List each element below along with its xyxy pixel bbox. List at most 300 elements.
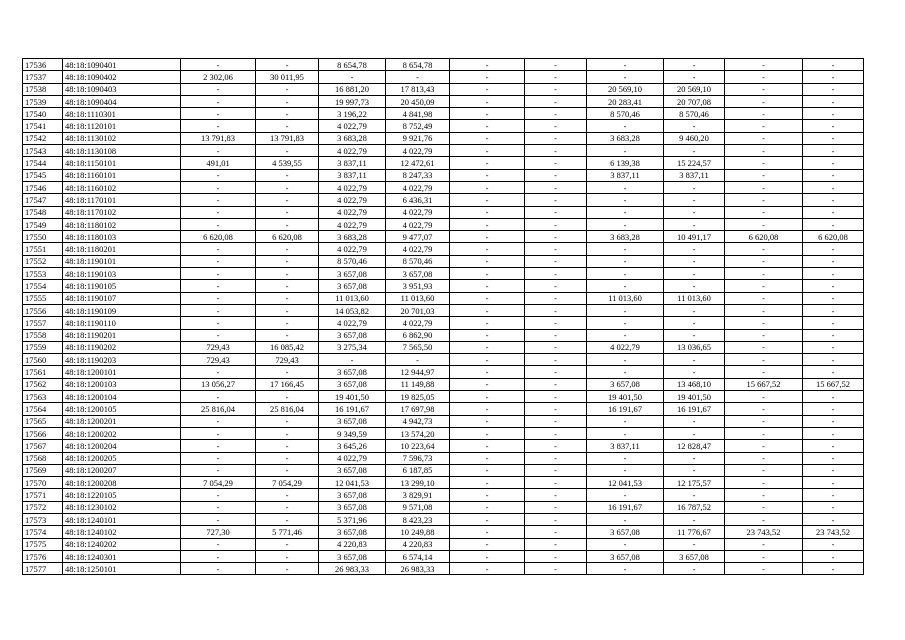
- value-cell: -: [525, 317, 587, 329]
- cadastral-number-cell: 48:18:1200103: [63, 378, 181, 390]
- cadastral-number-cell: 48:18:1170101: [63, 194, 181, 206]
- value-cell: 26 983,33: [319, 563, 386, 575]
- value-cell: -: [725, 218, 803, 230]
- value-cell: -: [664, 317, 725, 329]
- value-cell: 20 569,10: [587, 83, 664, 95]
- value-cell: -: [803, 83, 864, 95]
- value-cell: -: [725, 108, 803, 120]
- table-row: [23, 550, 864, 562]
- table-row: [23, 415, 864, 427]
- value-cell: -: [525, 255, 587, 267]
- value-cell: 4 220,83: [319, 538, 386, 550]
- row-number-cell: 17549: [23, 218, 63, 230]
- table-row: [23, 59, 864, 71]
- value-cell: 16 191,67: [587, 403, 664, 415]
- value-cell: -: [587, 354, 664, 366]
- value-cell: 4 022,79: [319, 194, 386, 206]
- value-cell: -: [725, 341, 803, 353]
- value-cell: -: [256, 120, 319, 132]
- table-row: [23, 132, 864, 144]
- value-cell: -: [664, 366, 725, 378]
- cadastral-number-cell: 48:18:1200207: [63, 464, 181, 476]
- value-cell: 8 654,78: [319, 59, 386, 71]
- row-number-cell: 17557: [23, 317, 63, 329]
- value-cell: 727,30: [181, 526, 256, 538]
- value-cell: -: [450, 464, 525, 476]
- row-number-cell: 17554: [23, 280, 63, 292]
- value-cell: 3 657,08: [319, 501, 386, 513]
- cadastral-number-cell: 48:18:1220105: [63, 489, 181, 501]
- value-cell: -: [319, 71, 386, 83]
- value-cell: 12 828,47: [664, 440, 725, 452]
- value-cell: -: [181, 292, 256, 304]
- value-cell: -: [664, 280, 725, 292]
- value-cell: 4 022,79: [319, 317, 386, 329]
- value-cell: -: [450, 366, 525, 378]
- value-cell: -: [181, 59, 256, 71]
- value-cell: -: [525, 71, 587, 83]
- value-cell: -: [725, 169, 803, 181]
- value-cell: -: [450, 243, 525, 255]
- value-cell: -: [664, 304, 725, 316]
- row-number-cell: 17552: [23, 255, 63, 267]
- row-number-cell: 17576: [23, 550, 63, 562]
- table-row: [23, 403, 864, 415]
- value-cell: 13 574,20: [386, 427, 450, 439]
- value-cell: -: [256, 391, 319, 403]
- value-cell: -: [181, 181, 256, 193]
- cadastral-number-cell: 48:18:1190101: [63, 255, 181, 267]
- value-cell: -: [803, 218, 864, 230]
- table-row: [23, 378, 864, 390]
- value-cell: -: [664, 415, 725, 427]
- value-cell: -: [664, 243, 725, 255]
- value-cell: -: [450, 427, 525, 439]
- value-cell: -: [525, 145, 587, 157]
- value-cell: -: [725, 181, 803, 193]
- value-cell: -: [525, 427, 587, 439]
- value-cell: -: [181, 550, 256, 562]
- value-cell: 3 683,28: [319, 132, 386, 144]
- value-cell: -: [181, 329, 256, 341]
- value-cell: 26 983,33: [386, 563, 450, 575]
- value-cell: -: [450, 354, 525, 366]
- row-number-cell: 17577: [23, 563, 63, 575]
- value-cell: 6 862,90: [386, 329, 450, 341]
- value-cell: -: [803, 108, 864, 120]
- value-cell: -: [587, 59, 664, 71]
- value-cell: -: [450, 280, 525, 292]
- row-number-cell: 17547: [23, 194, 63, 206]
- value-cell: -: [525, 513, 587, 525]
- cadastral-number-cell: 48:18:1130108: [63, 145, 181, 157]
- value-cell: -: [725, 304, 803, 316]
- value-cell: -: [181, 243, 256, 255]
- value-cell: 8 570,46: [319, 255, 386, 267]
- value-cell: -: [725, 194, 803, 206]
- value-cell: -: [450, 391, 525, 403]
- row-number-cell: 17544: [23, 157, 63, 169]
- row-number-cell: 17569: [23, 464, 63, 476]
- value-cell: -: [450, 231, 525, 243]
- value-cell: -: [181, 440, 256, 452]
- table-row: [23, 452, 864, 464]
- value-cell: -: [450, 95, 525, 107]
- cadastral-number-cell: 48:18:1200104: [63, 391, 181, 403]
- value-cell: -: [664, 255, 725, 267]
- value-cell: -: [803, 501, 864, 513]
- value-cell: -: [525, 268, 587, 280]
- value-cell: -: [587, 304, 664, 316]
- value-cell: -: [803, 341, 864, 353]
- cadastral-number-cell: 48:18:1160102: [63, 181, 181, 193]
- value-cell: -: [450, 550, 525, 562]
- value-cell: -: [664, 354, 725, 366]
- value-cell: -: [725, 280, 803, 292]
- value-cell: 20 450,09: [386, 95, 450, 107]
- value-cell: -: [181, 317, 256, 329]
- value-cell: -: [525, 280, 587, 292]
- value-cell: -: [587, 513, 664, 525]
- value-cell: -: [587, 415, 664, 427]
- value-cell: 4 022,79: [386, 243, 450, 255]
- value-cell: 4 220,83: [386, 538, 450, 550]
- value-cell: -: [725, 59, 803, 71]
- value-cell: -: [256, 59, 319, 71]
- value-cell: -: [525, 169, 587, 181]
- row-number-cell: 17566: [23, 427, 63, 439]
- value-cell: 9 571,08: [386, 501, 450, 513]
- value-cell: 3 645,26: [319, 440, 386, 452]
- value-cell: -: [256, 83, 319, 95]
- value-cell: 3 196,22: [319, 108, 386, 120]
- value-cell: 3 837,11: [319, 169, 386, 181]
- value-cell: -: [587, 268, 664, 280]
- value-cell: 13 299,10: [386, 477, 450, 489]
- value-cell: -: [664, 145, 725, 157]
- value-cell: -: [256, 243, 319, 255]
- value-cell: -: [664, 206, 725, 218]
- value-cell: -: [256, 440, 319, 452]
- value-cell: -: [664, 538, 725, 550]
- table-row: [23, 145, 864, 157]
- row-number-cell: 17539: [23, 95, 63, 107]
- value-cell: -: [256, 452, 319, 464]
- value-cell: -: [181, 255, 256, 267]
- value-cell: -: [725, 206, 803, 218]
- value-cell: 6 620,08: [181, 231, 256, 243]
- value-cell: 11 013,60: [386, 292, 450, 304]
- value-cell: 13 036,65: [664, 341, 725, 353]
- value-cell: -: [803, 391, 864, 403]
- cadastral-number-cell: 48:18:1120101: [63, 120, 181, 132]
- row-number-cell: 17556: [23, 304, 63, 316]
- value-cell: 3 837,11: [587, 169, 664, 181]
- value-cell: -: [181, 538, 256, 550]
- value-cell: -: [664, 71, 725, 83]
- table-row: [23, 489, 864, 501]
- value-cell: -: [803, 292, 864, 304]
- value-cell: -: [587, 181, 664, 193]
- value-cell: -: [525, 108, 587, 120]
- cadastral-number-cell: 48:18:1190109: [63, 304, 181, 316]
- value-cell: -: [803, 354, 864, 366]
- value-cell: -: [181, 120, 256, 132]
- value-cell: -: [803, 59, 864, 71]
- value-cell: -: [725, 464, 803, 476]
- value-cell: 7 054,29: [256, 477, 319, 489]
- cadastral-number-cell: 48:18:1090402: [63, 71, 181, 83]
- value-cell: 8 570,46: [587, 108, 664, 120]
- value-cell: 4 022,79: [319, 452, 386, 464]
- value-cell: -: [450, 452, 525, 464]
- value-cell: -: [664, 181, 725, 193]
- value-cell: -: [450, 403, 525, 415]
- value-cell: -: [587, 452, 664, 464]
- value-cell: 3 829,91: [386, 489, 450, 501]
- value-cell: 4 942,73: [386, 415, 450, 427]
- table-row: [23, 501, 864, 513]
- value-cell: -: [803, 280, 864, 292]
- value-cell: 11 013,60: [319, 292, 386, 304]
- value-cell: -: [803, 268, 864, 280]
- value-cell: 3 657,08: [319, 550, 386, 562]
- cadastral-number-cell: 48:18:1150101: [63, 157, 181, 169]
- value-cell: 3 657,08: [587, 550, 664, 562]
- value-cell: -: [181, 108, 256, 120]
- value-cell: -: [664, 464, 725, 476]
- value-cell: 5 771,46: [256, 526, 319, 538]
- value-cell: 20 701,03: [386, 304, 450, 316]
- value-cell: -: [587, 194, 664, 206]
- cadastral-number-cell: 48:18:1200105: [63, 403, 181, 415]
- cadastral-number-cell: 48:18:1170102: [63, 206, 181, 218]
- cadastral-number-cell: 48:18:1090403: [63, 83, 181, 95]
- cadastral-number-cell: 48:18:1190107: [63, 292, 181, 304]
- value-cell: -: [256, 538, 319, 550]
- value-cell: -: [319, 354, 386, 366]
- value-cell: -: [181, 280, 256, 292]
- value-cell: -: [525, 120, 587, 132]
- value-cell: -: [803, 477, 864, 489]
- value-cell: -: [525, 366, 587, 378]
- row-number-cell: 17571: [23, 489, 63, 501]
- value-cell: -: [664, 194, 725, 206]
- table-row: [23, 108, 864, 120]
- value-cell: -: [525, 403, 587, 415]
- table-row: [23, 427, 864, 439]
- value-cell: -: [181, 304, 256, 316]
- value-cell: -: [256, 292, 319, 304]
- value-cell: -: [587, 120, 664, 132]
- value-cell: 9 477,07: [386, 231, 450, 243]
- value-cell: 3 657,08: [319, 464, 386, 476]
- value-cell: -: [525, 231, 587, 243]
- cadastral-number-cell: 48:18:1110301: [63, 108, 181, 120]
- value-cell: 23 743,52: [803, 526, 864, 538]
- value-cell: -: [725, 489, 803, 501]
- value-cell: 3 657,08: [587, 526, 664, 538]
- value-cell: -: [450, 378, 525, 390]
- value-cell: -: [587, 427, 664, 439]
- value-cell: -: [525, 329, 587, 341]
- table-row: [23, 526, 864, 538]
- table-row: [23, 477, 864, 489]
- value-cell: 10 491,17: [664, 231, 725, 243]
- value-cell: -: [803, 403, 864, 415]
- value-cell: -: [450, 341, 525, 353]
- value-cell: -: [386, 71, 450, 83]
- table-row: [23, 95, 864, 107]
- data-table: [22, 58, 864, 575]
- value-cell: -: [525, 243, 587, 255]
- value-cell: 3 837,11: [319, 157, 386, 169]
- value-cell: -: [181, 145, 256, 157]
- value-cell: -: [803, 169, 864, 181]
- cadastral-number-cell: 48:18:1130102: [63, 132, 181, 144]
- value-cell: -: [181, 391, 256, 403]
- value-cell: 3 657,08: [319, 268, 386, 280]
- value-cell: -: [256, 317, 319, 329]
- value-cell: -: [803, 181, 864, 193]
- value-cell: -: [725, 452, 803, 464]
- value-cell: -: [587, 255, 664, 267]
- cadastral-number-cell: 48:18:1190103: [63, 268, 181, 280]
- cadastral-number-cell: 48:18:1190201: [63, 329, 181, 341]
- value-cell: -: [725, 538, 803, 550]
- value-cell: 4 022,79: [319, 120, 386, 132]
- value-cell: -: [181, 452, 256, 464]
- value-cell: -: [525, 181, 587, 193]
- value-cell: -: [450, 71, 525, 83]
- value-cell: -: [181, 501, 256, 513]
- table-row: [23, 231, 864, 243]
- value-cell: 15 224,57: [664, 157, 725, 169]
- value-cell: -: [525, 218, 587, 230]
- value-cell: 19 401,50: [587, 391, 664, 403]
- value-cell: -: [181, 268, 256, 280]
- value-cell: -: [803, 157, 864, 169]
- value-cell: 7 565,50: [386, 341, 450, 353]
- value-cell: 15 667,52: [725, 378, 803, 390]
- value-cell: 3 657,08: [386, 268, 450, 280]
- value-cell: -: [256, 206, 319, 218]
- value-cell: 8 570,46: [386, 255, 450, 267]
- row-number-cell: 17545: [23, 169, 63, 181]
- value-cell: 3 657,08: [319, 489, 386, 501]
- value-cell: -: [803, 440, 864, 452]
- cadastral-number-cell: 48:18:1180201: [63, 243, 181, 255]
- table-row: [23, 513, 864, 525]
- value-cell: 6 436,31: [386, 194, 450, 206]
- value-cell: -: [525, 157, 587, 169]
- value-cell: -: [725, 415, 803, 427]
- value-cell: 6 574,14: [386, 550, 450, 562]
- value-cell: -: [587, 489, 664, 501]
- value-cell: 30 011,95: [256, 71, 319, 83]
- value-cell: -: [450, 145, 525, 157]
- cadastral-number-cell: 48:18:1240101: [63, 513, 181, 525]
- value-cell: 7 054,29: [181, 477, 256, 489]
- value-cell: -: [181, 206, 256, 218]
- value-cell: -: [803, 563, 864, 575]
- value-cell: 3 657,08: [319, 329, 386, 341]
- cadastral-number-cell: 48:18:1190105: [63, 280, 181, 292]
- value-cell: -: [664, 218, 725, 230]
- value-cell: -: [450, 194, 525, 206]
- value-cell: 5 371,96: [319, 513, 386, 525]
- value-cell: -: [525, 538, 587, 550]
- value-cell: 8 752,49: [386, 120, 450, 132]
- value-cell: 491,01: [181, 157, 256, 169]
- value-cell: -: [181, 366, 256, 378]
- value-cell: -: [725, 317, 803, 329]
- value-cell: -: [725, 83, 803, 95]
- value-cell: -: [725, 440, 803, 452]
- cadastral-number-cell: 48:18:1200204: [63, 440, 181, 452]
- row-number-cell: 17537: [23, 71, 63, 83]
- value-cell: -: [450, 108, 525, 120]
- value-cell: -: [725, 501, 803, 513]
- value-cell: -: [587, 280, 664, 292]
- value-cell: -: [525, 501, 587, 513]
- table-row: [23, 194, 864, 206]
- value-cell: -: [803, 550, 864, 562]
- value-cell: -: [525, 415, 587, 427]
- value-cell: -: [803, 206, 864, 218]
- value-cell: -: [450, 526, 525, 538]
- value-cell: -: [181, 83, 256, 95]
- value-cell: 6 139,38: [587, 157, 664, 169]
- table-row: [23, 157, 864, 169]
- value-cell: 9 349,59: [319, 427, 386, 439]
- value-cell: -: [725, 354, 803, 366]
- value-cell: -: [256, 513, 319, 525]
- value-cell: 3 657,08: [587, 378, 664, 390]
- value-cell: -: [525, 194, 587, 206]
- value-cell: -: [587, 538, 664, 550]
- value-cell: -: [256, 415, 319, 427]
- value-cell: -: [803, 243, 864, 255]
- value-cell: -: [803, 71, 864, 83]
- value-cell: -: [450, 292, 525, 304]
- row-number-cell: 17575: [23, 538, 63, 550]
- value-cell: -: [803, 132, 864, 144]
- value-cell: 19 401,50: [664, 391, 725, 403]
- cadastral-number-cell: 48:18:1240102: [63, 526, 181, 538]
- row-number-cell: 17553: [23, 268, 63, 280]
- value-cell: -: [256, 427, 319, 439]
- value-cell: 25 816,04: [256, 403, 319, 415]
- value-cell: -: [803, 366, 864, 378]
- value-cell: 12 472,61: [386, 157, 450, 169]
- value-cell: 8 570,46: [664, 108, 725, 120]
- row-number-cell: 17559: [23, 341, 63, 353]
- value-cell: -: [725, 366, 803, 378]
- value-cell: 3 683,28: [587, 231, 664, 243]
- table-row: [23, 440, 864, 452]
- value-cell: -: [803, 120, 864, 132]
- value-cell: -: [450, 477, 525, 489]
- value-cell: -: [725, 477, 803, 489]
- value-cell: -: [256, 145, 319, 157]
- row-number-cell: 17551: [23, 243, 63, 255]
- value-cell: -: [525, 206, 587, 218]
- value-cell: 9 460,20: [664, 132, 725, 144]
- value-cell: 8 654,78: [386, 59, 450, 71]
- value-cell: 10 249,88: [386, 526, 450, 538]
- value-cell: -: [803, 538, 864, 550]
